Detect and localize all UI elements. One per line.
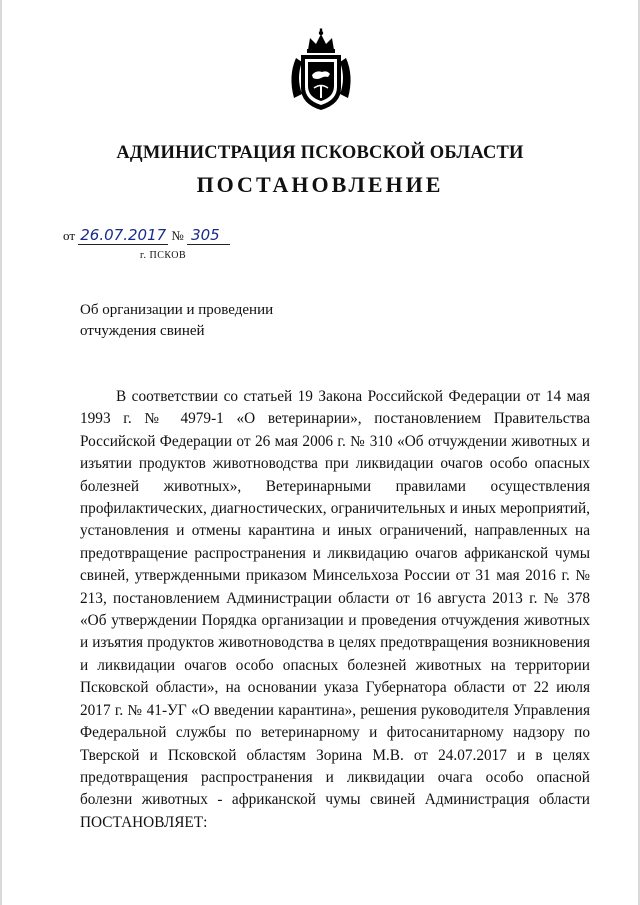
subject-line-2: отчуждения свиней (80, 323, 205, 339)
body-paragraph: В соответствии со статьей 19 Закона Российской Федерации от 14 мая 1993 г. № 4979-1 «О ветеринарии», постановлением Правительства Российской Федерации от 26 мая 2006 г. № 310 «Об отчуждении животных и изъятии продуктов животноводства при ликвидации очагов особо опасных болезней животных», Ветеринарными правилами осуществления профилактических, диагностических, ограничительных и иных мероприятий, установления и отмены карантина и иных ограничений, направленных на предотвращение распространения и ликвидацию очагов африканской чумы свиней, утвержденными приказом Минсельхоза России от 31 мая 2016 г. № 213, постановлением Администрации области от 16 августа 2013 г. № 378 «Об утверждении Порядка организации и проведения отчуждения животных и изъятия продуктов животноводства в целях предотвращения возникновения и ликвидации очагов особо опасных болезней животных на территории Псковской области», на основании указа Губернатора области от 22 июля 2017 г. № 41-УГ «О введении карантина», решения руководителя Управления Федеральной службы по ветеринарному и фитосанитарному надзору по Тверской и Псковской областям Зорина М.В. от 24.07.2017 и в целях предотвращения распространения и ликвидации очага особо опасной болезни животных - африканской чумы свиней Администрация области ПОСТАНОВЛЯЕТ: (80, 388, 590, 831)
number-prefix: № (171, 228, 184, 243)
document-type: ПОСТАНОВЛЕНИЕ (196, 172, 444, 197)
registration-line (63, 226, 230, 244)
date-prefix: от (63, 228, 76, 243)
document-number: 305 (187, 226, 230, 245)
scan-edge-left (0, 0, 2, 905)
document-date: 26.07.2017 (80, 226, 167, 244)
city-label: г. ПСКОВ (140, 250, 187, 261)
subject-line-1: Об организации и проведении (80, 302, 274, 318)
document-body (80, 386, 590, 834)
document-subject (80, 300, 273, 342)
pskov-coat-of-arms-icon (286, 28, 356, 112)
organization-title: АДМИНИСТРАЦИЯ ПСКОВСКОЙ ОБЛАСТИ (116, 143, 524, 163)
